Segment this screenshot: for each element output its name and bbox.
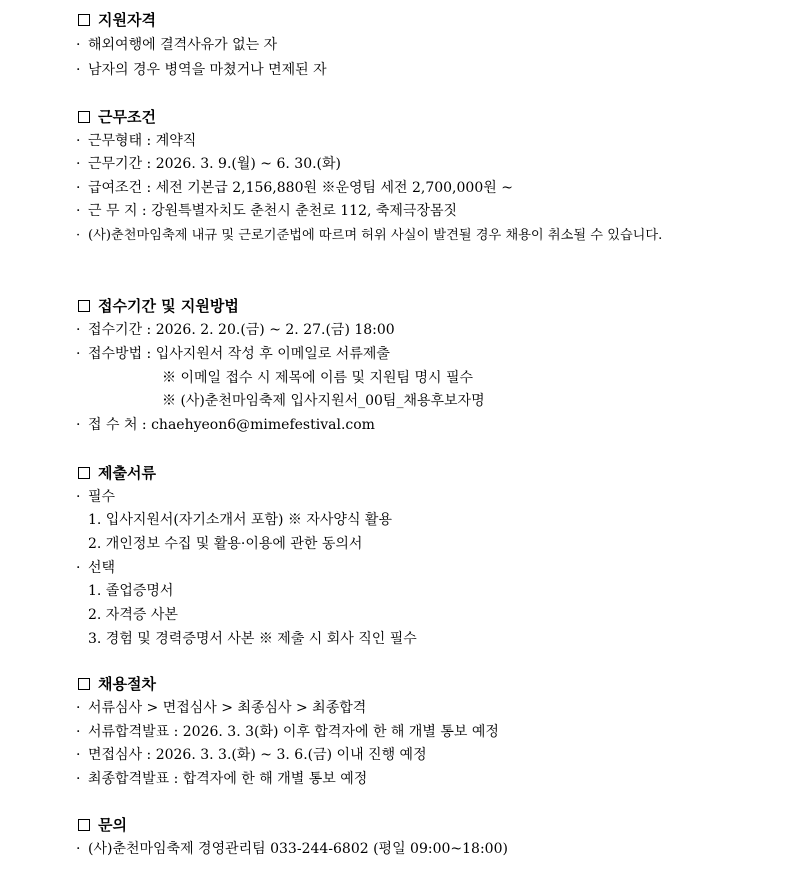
list-item: · 서류심사 > 면접심사 > 최종심사 > 최종합격 bbox=[76, 700, 367, 716]
numbered-item: 2. 자격증 사본 bbox=[88, 607, 178, 623]
list-item: · 최종합격발표 : 합격자에 한 해 개별 통보 예정 bbox=[76, 771, 368, 787]
section-heading-application: 접수기간 및 지원방법 bbox=[78, 295, 239, 317]
list-item: · 남자의 경우 병역을 마쳤거나 면제된 자 bbox=[76, 62, 327, 78]
list-item: · 선택 bbox=[76, 560, 116, 576]
list-item: · 급여조건 : 세전 기본급 2,156,880원 ※운영팀 세전 2,700,000원 ~ bbox=[76, 180, 513, 196]
list-item: · 근무기간 : 2026. 3. 9.(월) ~ 6. 30.(화) bbox=[76, 156, 342, 172]
numbered-item: 2. 개인정보 수집 및 활용·이용에 관한 동의서 bbox=[88, 536, 363, 552]
checkbox-icon bbox=[78, 678, 90, 690]
list-item: · (사)춘천마임축제 경영관리팀 033-244-6802 (평일 09:00~18:00) bbox=[76, 841, 508, 857]
list-item: · 접수방법 : 입사지원서 작성 후 이메일로 서류제출 bbox=[76, 346, 390, 362]
list-item: · 면접심사 : 2026. 3. 3.(화) ~ 3. 6.(금) 이내 진행 예정 bbox=[76, 747, 427, 763]
section-heading-documents: 제출서류 bbox=[78, 462, 156, 484]
checkbox-icon bbox=[78, 300, 90, 312]
list-item: · 해외여행에 결격사유가 없는 자 bbox=[76, 37, 278, 53]
checkbox-icon bbox=[78, 819, 90, 831]
list-item: · 접수기간 : 2026. 2. 20.(금) ~ 2. 27.(금) 18:00 bbox=[76, 322, 395, 338]
note-line: ※ (사)춘천마임축제 입사지원서_00팀_채용후보자명 bbox=[162, 393, 485, 409]
checkbox-icon bbox=[78, 14, 90, 26]
checkbox-icon bbox=[78, 467, 90, 479]
section-heading-conditions: 근무조건 bbox=[78, 106, 156, 128]
note-line: ※ 이메일 접수 시 제목에 이름 및 지원팀 명시 필수 bbox=[162, 370, 474, 386]
section-heading-contact: 문의 bbox=[78, 814, 127, 836]
list-item: · 근무형태 : 계약직 bbox=[76, 133, 197, 149]
numbered-item: 1. 입사지원서(자기소개서 포함) ※ 자사양식 활용 bbox=[88, 512, 392, 528]
list-item: · 서류합격발표 : 2026. 3. 3(화) 이후 합격자에 한 해 개별 통보 예정 bbox=[76, 724, 499, 740]
numbered-item: 3. 경험 및 경력증명서 사본 ※ 제출 시 회사 직인 필수 bbox=[88, 631, 417, 647]
checkbox-icon bbox=[78, 111, 90, 123]
list-item: · 필수 bbox=[76, 489, 116, 505]
section-heading-eligibility: 지원자격 bbox=[78, 9, 156, 31]
list-item: · 접 수 처 : chaehyeon6@mimefestival.com bbox=[76, 417, 375, 433]
list-item: · (사)춘천마임축제 내규 및 근로기준법에 따르며 허위 사실이 발견될 경우 채용이 취소될 수 있습니다. bbox=[76, 228, 663, 243]
numbered-item: 1. 졸업증명서 bbox=[88, 583, 174, 599]
list-item: · 근 무 지 : 강원특별자치도 춘천시 춘천로 112, 축제극장몸짓 bbox=[76, 203, 458, 219]
section-heading-process: 채용절차 bbox=[78, 673, 156, 695]
